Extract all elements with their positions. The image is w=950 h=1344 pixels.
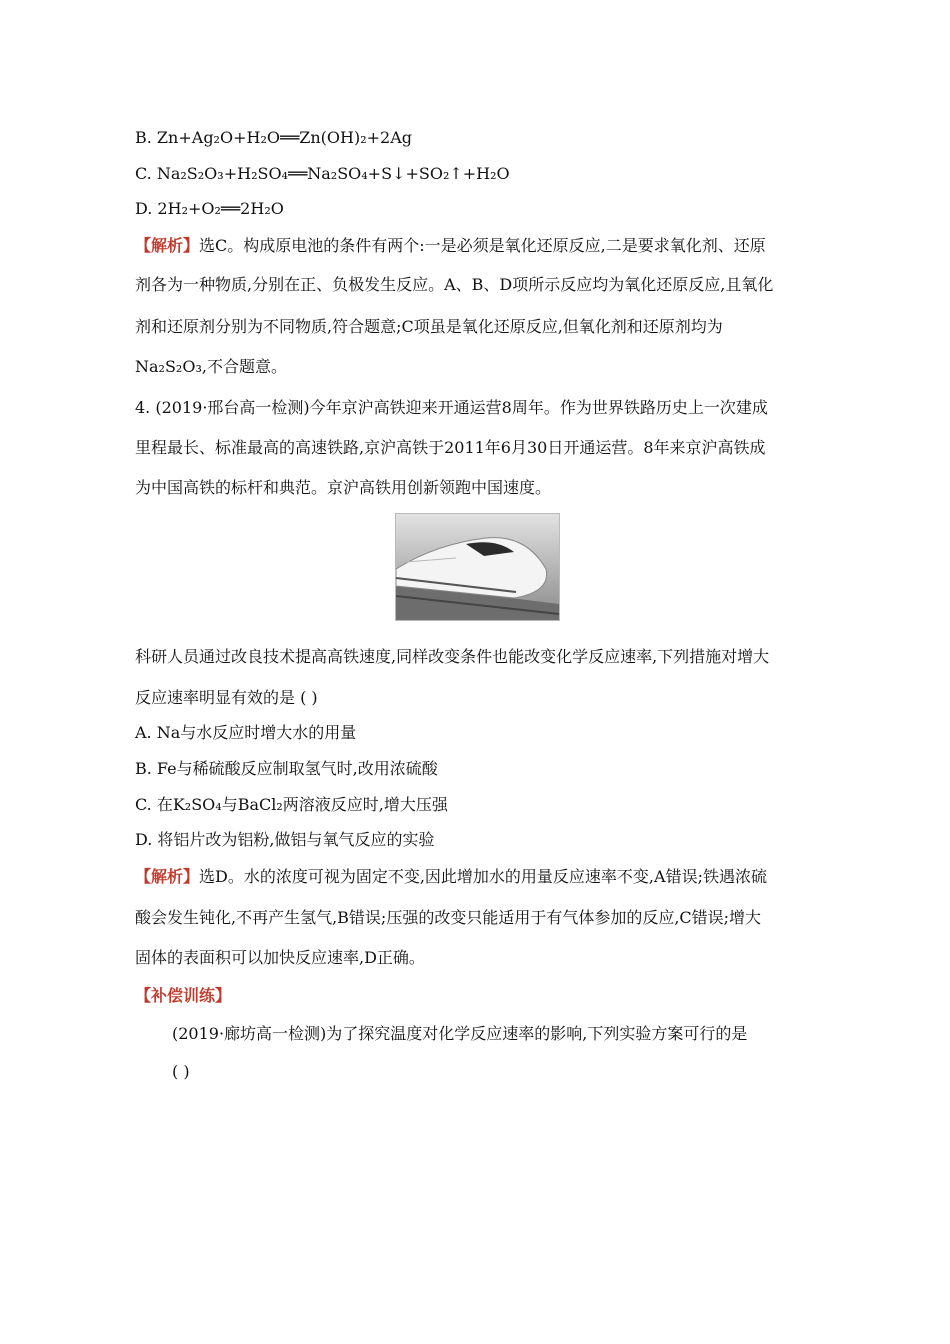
analysis-4-text-1: 选D。水的浓度可视为固定不变,因此增加水的用量反应速率不变,A错误;铁遇浓硫	[199, 867, 767, 886]
high-speed-train-photo	[395, 513, 560, 621]
analysis-4-line-3: 固体的表面积可以加快反应速率,D正确。	[135, 948, 425, 967]
option-d-previous: D. 2H₂+O₂══2H₂O	[135, 199, 284, 218]
option-b-previous: B. Zn+Ag₂O+H₂O══Zn(OH)₂+2Ag	[135, 128, 413, 147]
question-4-line-5: 反应速率明显有效的是 ( )	[135, 688, 318, 707]
analysis-3-line-4: Na₂S₂O₃,不合题意。	[135, 357, 287, 376]
option-d: D. 将铝片改为铝粉,做铝与氧气反应的实验	[135, 830, 435, 849]
option-a: A. Na与水反应时增大水的用量	[135, 723, 357, 742]
question-4-line-2: 里程最长、标准最高的高速铁路,京沪高铁于2011年6月30日开通运营。8年来京沪高铁成	[135, 438, 766, 457]
option-c-previous: C. Na₂S₂O₃+H₂SO₄══Na₂SO₄+S↓+SO₂↑+H₂O	[135, 164, 510, 183]
analysis-3-line-3: 剂和还原剂分别为不同物质,符合题意;C项虽是氧化还原反应,但氧化剂和还原剂均为	[135, 317, 723, 336]
analysis-3-line-2: 剂各为一种物质,分别在正、负极发生反应。A、B、D项所示反应均为氧化还原反应,且氧化	[135, 275, 774, 294]
supplement-line-1: (2019·廊坊高一检测)为了探究温度对化学反应速率的影响,下列实验方案可行的是	[172, 1024, 748, 1043]
question-4-line-4: 科研人员通过改良技术提高高铁速度,同样改变条件也能改变化学反应速率,下列措施对增大	[135, 647, 770, 666]
question-4-line-3: 为中国高铁的标杆和典范。京沪高铁用创新领跑中国速度。	[135, 478, 552, 497]
option-b: B. Fe与稀硫酸反应制取氢气时,改用浓硫酸	[135, 759, 438, 778]
analysis-3-line-1	[135, 236, 766, 256]
analysis-4-line-1	[135, 867, 767, 887]
supplement-line-2: ( )	[172, 1062, 190, 1081]
option-c: C. 在K₂SO₄与BaCl₂两溶液反应时,增大压强	[135, 795, 448, 814]
supplement-label: 【补偿训练】	[135, 986, 232, 1005]
analysis-4-line-2: 酸会发生钝化,不再产生氢气,B错误;压强的改变只能适用于有气体参加的反应,C错误;增大	[135, 908, 762, 927]
question-4-line-1: 4. (2019·邢台高一检测)今年京沪高铁迎来开通运营8周年。作为世界铁路历史上一次建成	[135, 398, 768, 417]
analysis-label: 【解析】	[135, 236, 200, 255]
analysis-label: 【解析】	[135, 867, 200, 886]
analysis-3-text-1: 选C。构成原电池的条件有两个:一是必须是氧化还原反应,二是要求氧化剂、还原	[199, 236, 766, 255]
